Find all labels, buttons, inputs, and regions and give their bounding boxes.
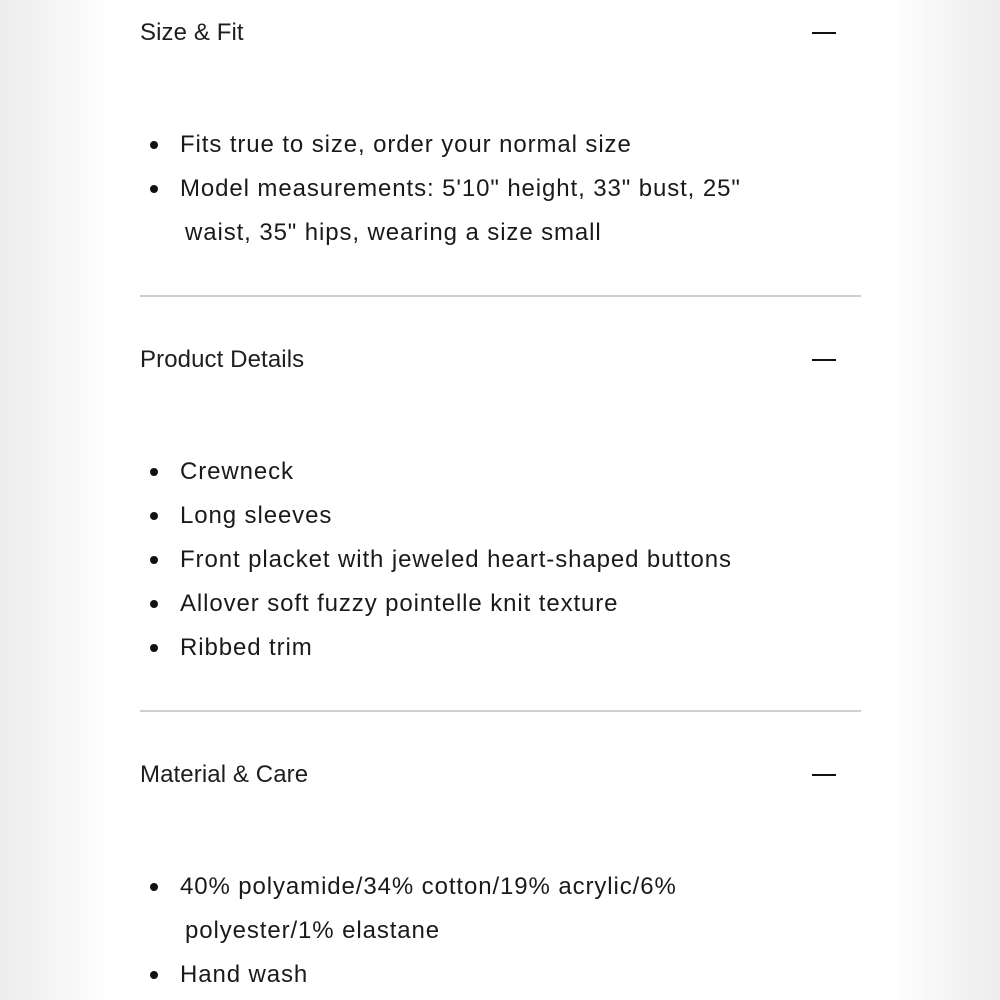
list-item [140, 123, 861, 167]
bullet-icon [150, 512, 158, 520]
material-care-list [140, 865, 861, 997]
divider [140, 710, 861, 712]
list-item-text: Model measurements: 5'10" height, 33" bust, 25" [180, 175, 741, 202]
list-item-text-continued: waist, 35" hips, wearing a size small [185, 219, 602, 246]
bullet-icon [150, 644, 158, 652]
material-care-header[interactable] [140, 760, 861, 800]
size-fit-header[interactable] [140, 18, 861, 58]
list-item-text: Long sleeves [180, 502, 333, 529]
product-details-title: Product Details [140, 346, 305, 373]
list-item-text: 40% polyamide/34% cotton/19% acrylic/6% [180, 873, 677, 900]
list-item-text: Ribbed trim [180, 634, 313, 661]
list-item-text: Crewneck [180, 458, 294, 485]
minus-icon[interactable] [811, 345, 837, 375]
bullet-icon [150, 600, 158, 608]
product-details-list [140, 450, 861, 670]
size-fit-list [140, 123, 861, 255]
divider [140, 295, 861, 297]
product-details-header[interactable] [140, 345, 861, 385]
bullet-icon [150, 971, 158, 979]
minus-icon[interactable] [811, 760, 837, 790]
bullet-icon [150, 883, 158, 891]
list-item [140, 538, 861, 582]
bullet-icon [150, 468, 158, 476]
bullet-icon [150, 185, 158, 193]
bullet-icon [150, 556, 158, 564]
list-item-text: Hand wash [180, 961, 309, 988]
list-item-text: Front placket with jeweled heart-shaped buttons [180, 546, 732, 573]
list-item [140, 494, 861, 538]
list-item [140, 865, 861, 953]
list-item-text: Allover soft fuzzy pointelle knit texture [180, 590, 619, 617]
list-item [140, 626, 861, 670]
bullet-icon [150, 141, 158, 149]
list-item-text: Fits true to size, order your normal size [180, 131, 632, 158]
material-care-title: Material & Care [140, 761, 309, 788]
list-item-text-continued: polyester/1% elastane [185, 917, 441, 944]
list-item [140, 582, 861, 626]
list-item [140, 953, 861, 997]
minus-icon[interactable] [811, 18, 837, 48]
list-item [140, 450, 861, 494]
list-item [140, 167, 861, 255]
size-fit-title: Size & Fit [140, 19, 244, 46]
